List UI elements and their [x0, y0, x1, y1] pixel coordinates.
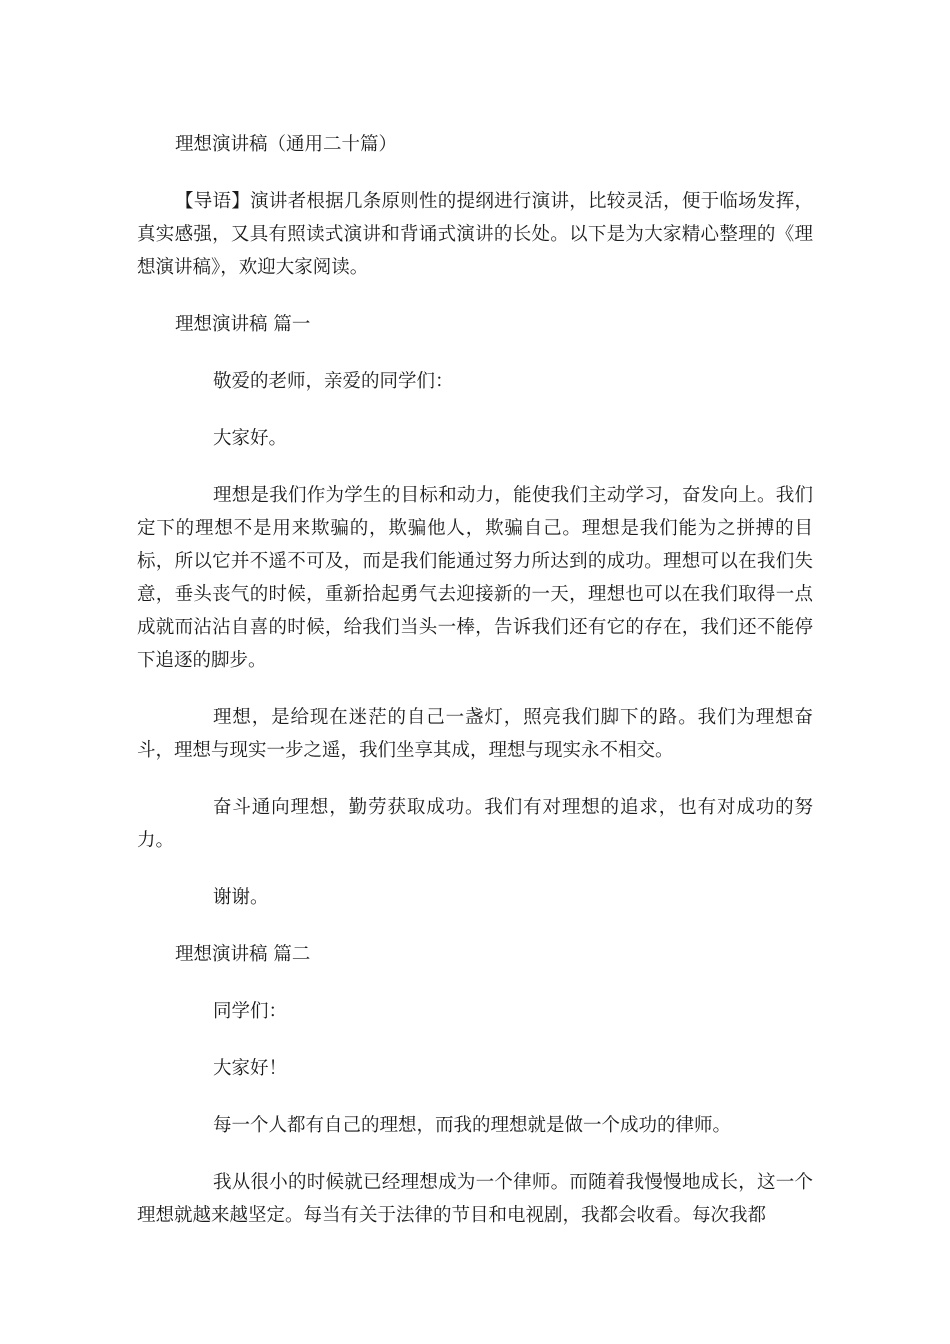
section-1-paragraph-2: 理想，是给现在迷茫的自己一盏灯，照亮我们脚下的路。我们为理想奋斗，理想与现实一步之遥，我们坐享其成，理想与现实永不相交。	[137, 707, 813, 761]
intro-tag: 【导语】	[175, 191, 251, 212]
section-2-heading: 理想演讲稿 篇二	[175, 944, 311, 965]
section-1-paragraph-1: 理想是我们作为学生的目标和动力，能使我们主动学习，奋发向上。我们定下的理想不是用来欺骗的，欺骗他人，欺骗自己。理想是我们能为之拼搏的目标，所以它并不遥不可及，而是我们能通过努力所达到的成功。理想可以在我们失意，垂头丧气的时候，重新拾起勇气去迎接新的一天，理想也可以在我们取得一点成就而沾沾自喜的时候，给我们当头一棒，告诉我们还有它的存在，我们还不能停下追逐的脚步。	[137, 485, 813, 671]
section-1-greeting: 大家好。	[213, 428, 288, 449]
section-2-paragraph-2: 我从很小的时候就已经理想成为一个律师。而随着我慢慢地成长，这一个理想就越来越坚定。每当有关于法律的节目和电视剧，我都会收看。每次我都	[137, 1172, 813, 1226]
intro-paragraph	[137, 185, 813, 284]
section-2-greeting: 大家好！	[213, 1058, 288, 1079]
document-page	[137, 128, 813, 1256]
section-1-salutation: 敬爱的老师，亲爱的同学们：	[213, 371, 454, 392]
section-2-salutation: 同学们：	[213, 1001, 288, 1022]
intro-text: 演讲者根据几条原则性的提纲进行演讲，比较灵活，便于临场发挥，真实感强，又具有照读式演讲和背诵式演讲的长处。以下是为大家精心整理的《理想演讲稿》，欢迎大家阅读。	[137, 191, 813, 278]
document-title: 理想演讲稿（通用二十篇）	[175, 134, 398, 155]
section-1-paragraph-3: 奋斗通向理想，勤劳获取成功。我们有对理想的追求，也有对成功的努力。	[137, 797, 813, 851]
section-2-paragraph-1: 每一个人都有自己的理想，而我的理想就是做一个成功的律师。	[213, 1115, 732, 1136]
section-1-heading: 理想演讲稿 篇一	[175, 314, 311, 335]
section-1-closing: 谢谢。	[213, 887, 269, 908]
